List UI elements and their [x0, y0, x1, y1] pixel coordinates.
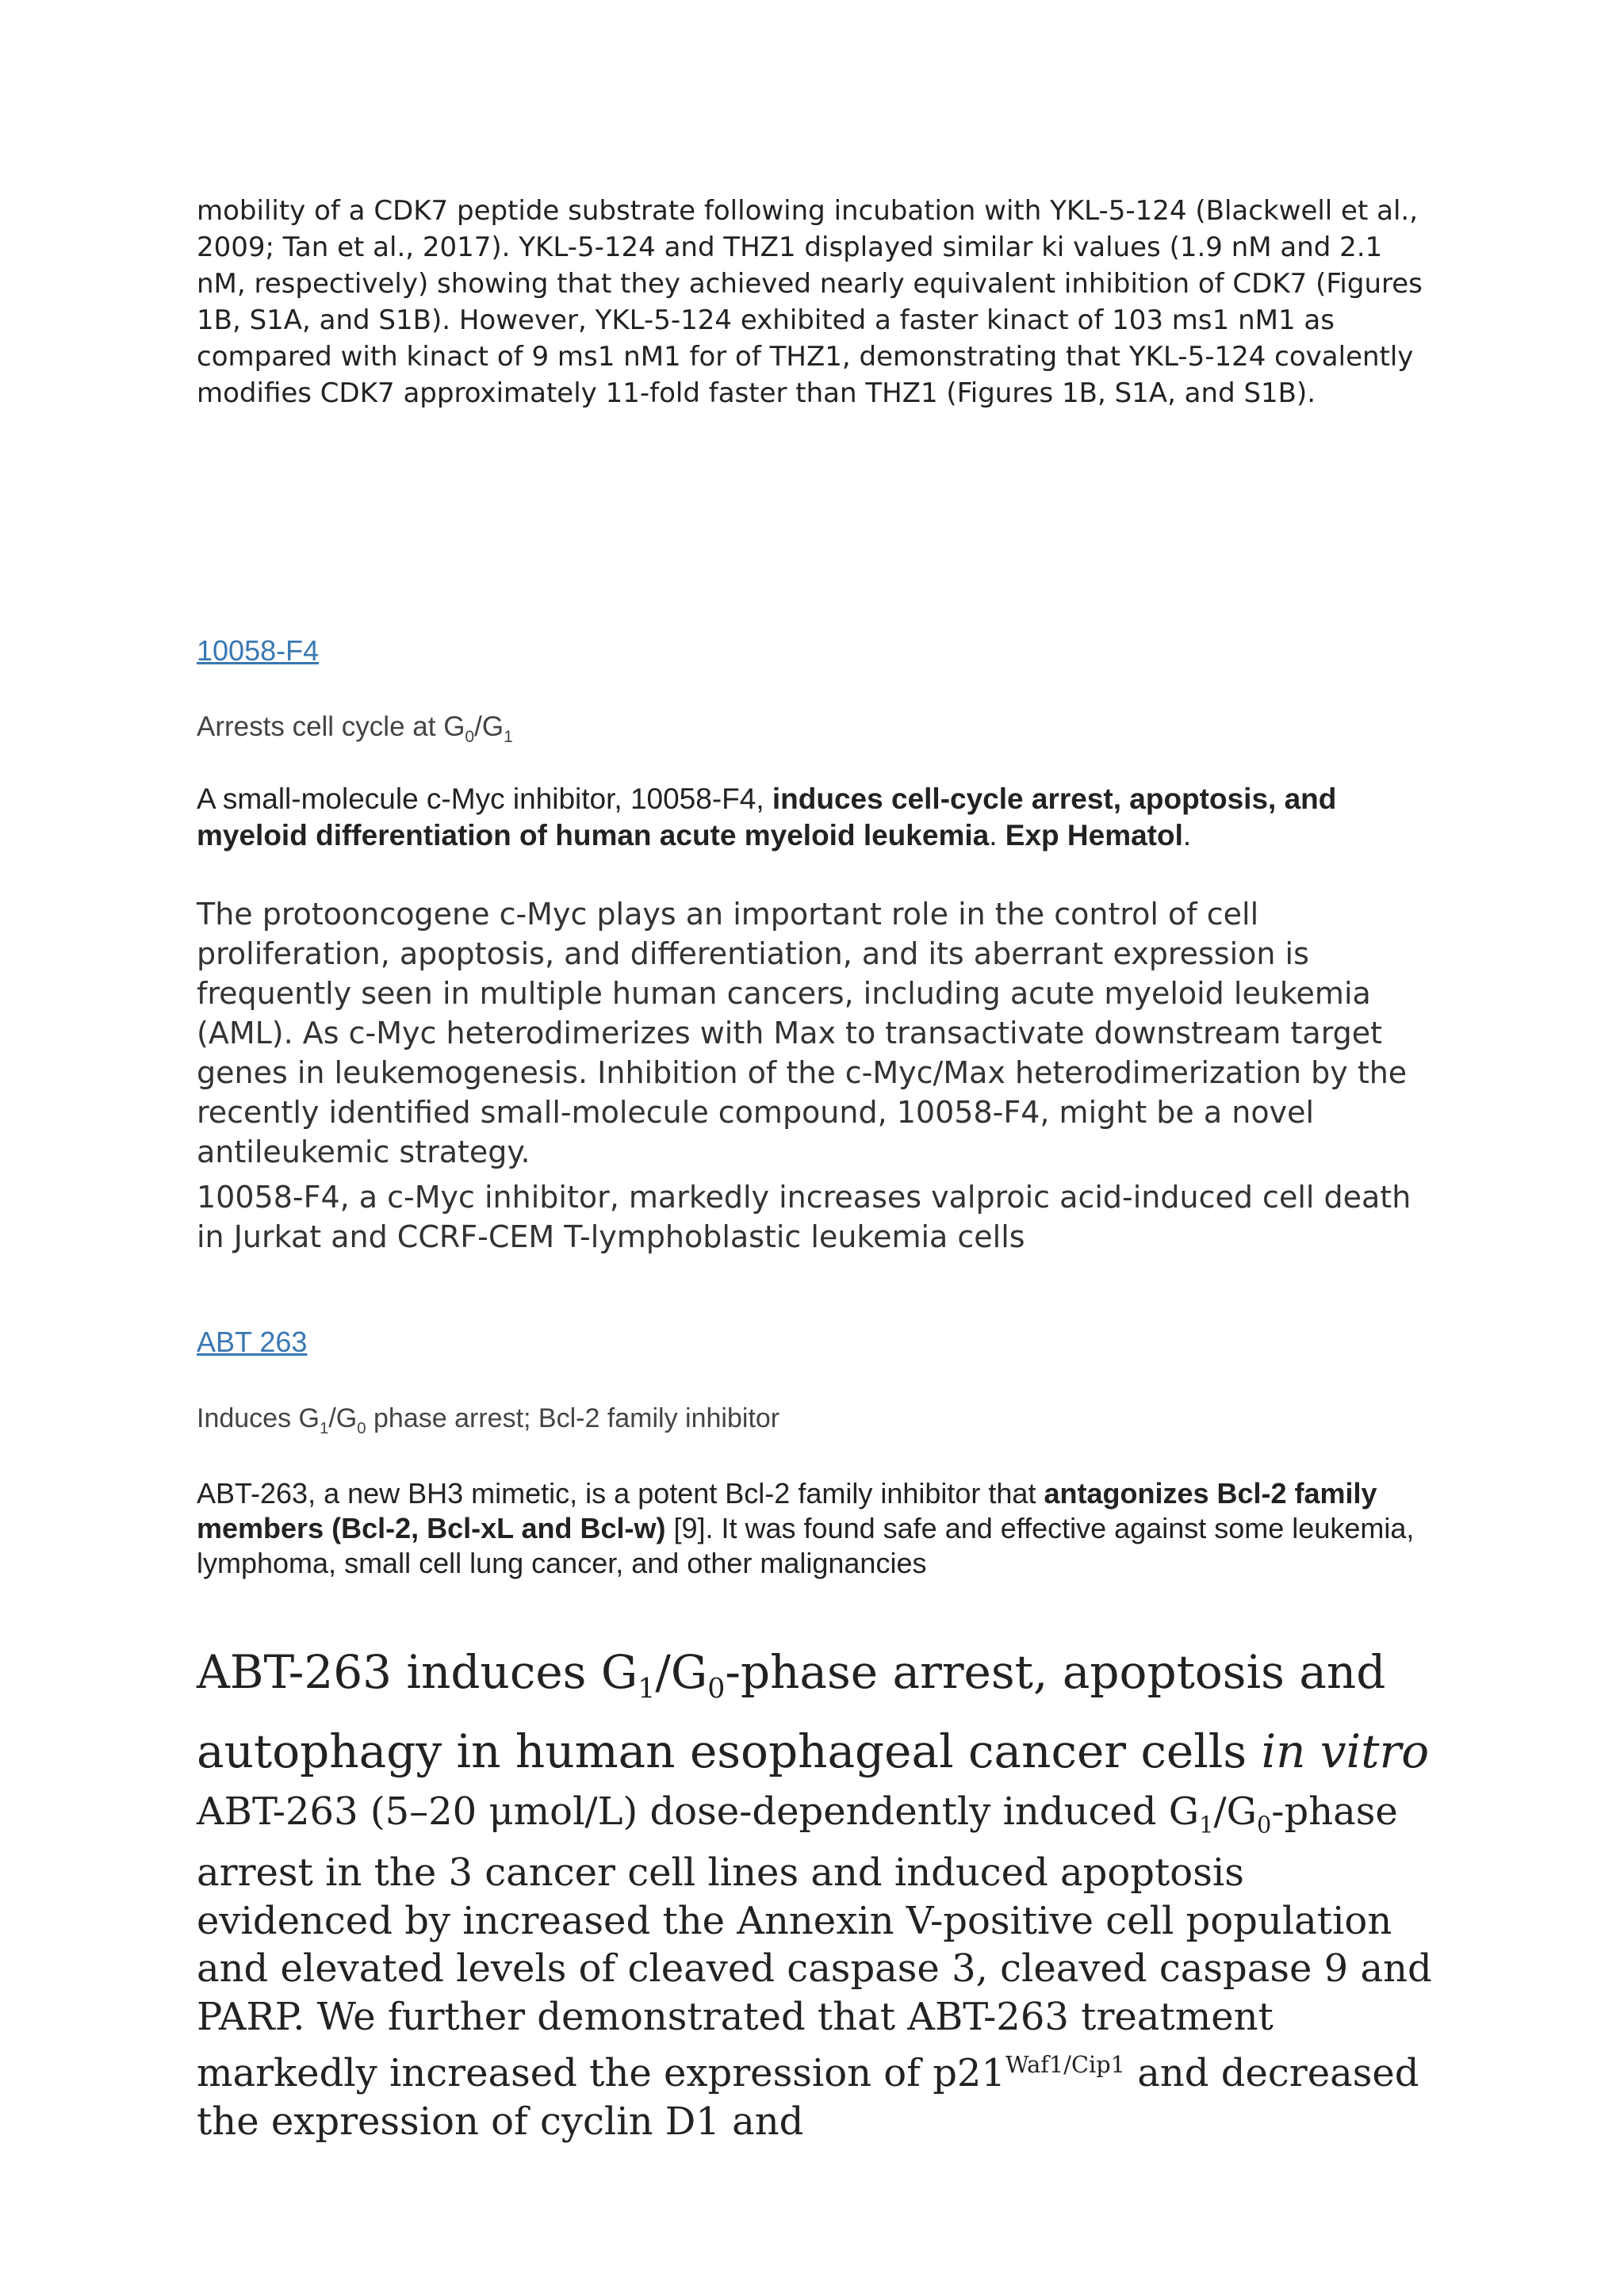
citation-text: . — [989, 819, 1005, 851]
heading-text: /G — [655, 1645, 708, 1699]
superscript: Waf1/Cip1 — [1005, 2051, 1125, 2079]
citation-10058-f4 — [197, 781, 1434, 854]
subscript: 1 — [504, 728, 513, 746]
heading-text: -phase arrest, apoptosis and autophagy in human esophageal cancer cells — [197, 1645, 1386, 1778]
link-10058-f4[interactable]: 10058-F4 — [197, 634, 320, 667]
paragraph-text: -phase arrest in the 3 cancer cell lines and induced apoptosis evidenced by increased the Annexin V-positive cell population and elevated levels of cleaved caspase 3, cleaved caspase 9 and PARP. We further demonstrated that ABT-263 treatment markedly increased the expression of p21 — [197, 1789, 1432, 2096]
subscript: 1 — [638, 1673, 656, 1705]
paragraph-text: /G — [1213, 1789, 1257, 1834]
citation-text: A small-molecule c-Myc inhibitor, 10058-F4, — [197, 783, 772, 815]
heading-abt-263-arrest — [197, 1641, 1434, 1782]
subscript: 1 — [319, 1419, 329, 1437]
subtitle-10058-f4 — [197, 711, 1434, 747]
paragraph-cdk7-kinetics: mobility of a CDK7 peptide substrate following incubation with YKL-5-124 (Blackwell et al., 2009; Tan et al., 2017). YKL-5-124 and THZ1 displayed similar ki values (1.9 nM and 2.1 nM, respectively) showing that they achieved nearly equivalent inhibition of CDK7 (Figures 1B, S1A, and S1B). However, YKL-5-124 exhibited a faster kinact of 103 ms1 nM1 as compared with kinact of 9 ms1 nM1 for of THZ1, demonstrating that YKL-5-124 covalently modifies CDK7 approximately 11-fold faster than THZ1 (Figures 1B, S1A, and S1B). — [197, 195, 1423, 409]
subtitle-text: /G — [474, 711, 504, 742]
paragraph-text: and decreased the expression of cyclin D1 and — [197, 2051, 1419, 2144]
link-abt-263[interactable]: ABT 263 — [197, 1326, 308, 1358]
paragraph-text: ABT-263 (5–20 μmol/L) dose-dependently induced G — [197, 1789, 1200, 1834]
paragraph-c-myc: The protooncogene c-Myc plays an important role in the control of cell proliferation, apoptosis, and differentiation, and its aberrant expression is frequently seen in multiple human cancers, including acute myeloid leukemia (AML). As c-Myc heterodimerizes with Max to transactivate downstream target genes in leukemogenesis. Inhibition of the c-Myc/Max heterodimerization by the recently identified small-molecule compound, 10058-F4, might be a novel antileukemic strategy. — [197, 897, 1408, 1169]
subtitle-text: Induces G — [197, 1403, 320, 1433]
subscript: 0 — [1256, 1811, 1272, 1839]
subscript: 0 — [465, 728, 475, 746]
subtitle-text: Arrests cell cycle at G — [197, 711, 465, 742]
heading-text: ABT-263 induces G — [197, 1645, 638, 1699]
subtitle-abt-263 — [197, 1403, 1434, 1438]
paragraph-valproic-acid: 10058-F4, a c-Myc inhibitor, markedly increases valproic acid-induced cell death in Jurkat and CCRF-CEM T-lymphoblastic leukemia cells — [197, 1180, 1411, 1254]
heading-italic: in vitro — [1261, 1724, 1430, 1778]
subtitle-text: /G — [328, 1403, 358, 1433]
paragraph-text: ABT-263, a new BH3 mimetic, is a potent Bcl-2 family inhibitor that — [197, 1477, 1044, 1510]
citation-text: . — [1182, 819, 1192, 851]
subscript: 0 — [357, 1419, 366, 1437]
paragraph-text: [9]. It was found safe and effective against some leukemia, lymphoma, small cell lung cancer, and other malignancies — [197, 1512, 1415, 1579]
citation-title: induces cell-cycle arrest, apoptosis, and myeloid differentiation of human acute myeloid leukemia — [197, 783, 1337, 851]
subtitle-text: phase arrest; Bcl-2 family inhibitor — [366, 1403, 780, 1433]
paragraph-abt-263-dose — [197, 1788, 1434, 2145]
subscript: 0 — [707, 1673, 726, 1705]
paragraph-abt-263-bh3 — [197, 1476, 1434, 1581]
subscript: 1 — [1199, 1811, 1214, 1839]
paragraph-bold: antagonizes Bcl-2 family members (Bcl-2, Bcl-xL and Bcl-w) — [197, 1477, 1377, 1544]
citation-journal: Exp Hematol — [1005, 819, 1183, 851]
